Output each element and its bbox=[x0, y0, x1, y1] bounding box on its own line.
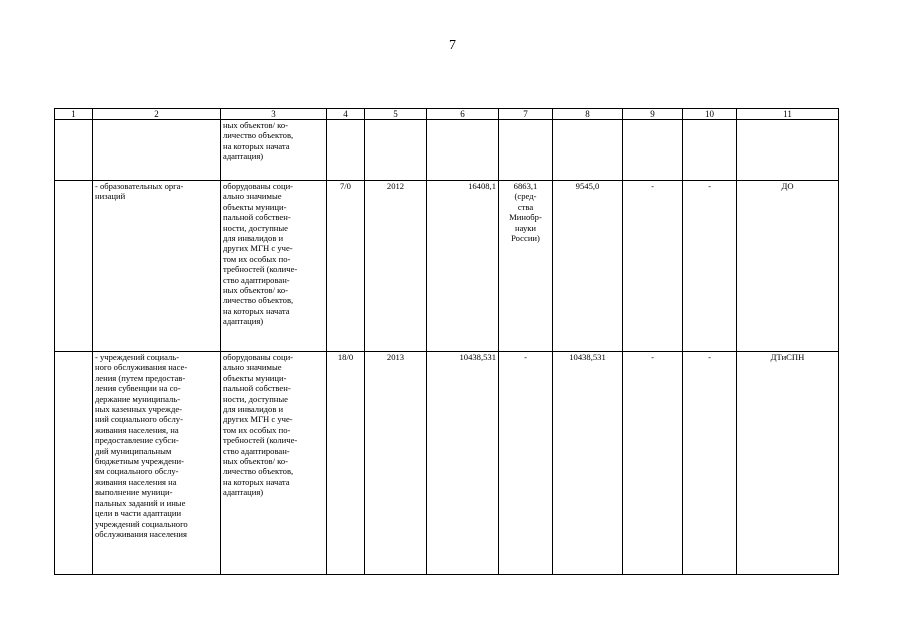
table-cell bbox=[683, 120, 737, 181]
amount-cell: - bbox=[683, 181, 737, 352]
column-header: 3 bbox=[221, 109, 327, 120]
year-cell: 2012 bbox=[365, 181, 427, 352]
activity-cell bbox=[93, 181, 221, 352]
column-header: 5 bbox=[365, 109, 427, 120]
column-header: 6 bbox=[427, 109, 499, 120]
table-cell bbox=[55, 352, 93, 575]
year-cell: 2013 bbox=[365, 352, 427, 575]
amount-cell: 10438,531 bbox=[553, 352, 623, 575]
column-header: 10 bbox=[683, 109, 737, 120]
column-number-row bbox=[55, 109, 839, 120]
table-cell bbox=[365, 120, 427, 181]
table-cell bbox=[427, 120, 499, 181]
amount-cell: 9545,0 bbox=[553, 181, 623, 352]
program-table bbox=[54, 108, 839, 575]
activity-text: - образовательных орга- низаций bbox=[95, 181, 184, 202]
value-cell: 7/0 bbox=[327, 181, 365, 352]
column-header: 11 bbox=[737, 109, 839, 120]
activity-cell bbox=[93, 352, 221, 575]
table-cell bbox=[499, 120, 553, 181]
table-cell bbox=[737, 120, 839, 181]
column-header: 7 bbox=[499, 109, 553, 120]
indicator-cell bbox=[221, 120, 327, 181]
column-header: 9 bbox=[623, 109, 683, 120]
amount-cell: - bbox=[683, 352, 737, 575]
table-cell bbox=[553, 120, 623, 181]
activity-text: - учреждений социаль- ного обслуживания насе- ления (путем предостав- ления субвенции на со- держание муниципаль- ных казенных учрежде- ний социального обслу- живания населения, на предоставление субси- дий муниципальным бюджетным учреждени- ям социального обслу- живания населения на выполнение муници- пальных заданий и иные цели в части адаптации учреждений социального обслуживания населения bbox=[95, 352, 188, 539]
value-cell: 18/0 bbox=[327, 352, 365, 575]
table-cell bbox=[55, 181, 93, 352]
column-header: 4 bbox=[327, 109, 365, 120]
indicator-text: оборудованы соци- ально значимые объекты муници- пальной собствен- ности, доступные для инвалидов и других МГН с уче- том их особых по- требностей (количе- ство адаптирован- ных объектов/ ко- личество объектов, на которых начата адаптация) bbox=[223, 181, 298, 327]
federal-cell: - bbox=[499, 352, 553, 575]
amount-cell: - bbox=[623, 181, 683, 352]
page-number: 7 bbox=[449, 38, 456, 53]
federal-text: 6863,1 (сред- ства Минобр- науки России) bbox=[509, 181, 542, 244]
total-cell: 10438,531 bbox=[427, 352, 499, 575]
indicator-cell bbox=[221, 181, 327, 352]
table-row bbox=[55, 120, 839, 181]
indicator-cell bbox=[221, 352, 327, 575]
table-cell bbox=[327, 120, 365, 181]
executor-cell: ДТиСПН bbox=[737, 352, 839, 575]
table-cell bbox=[623, 120, 683, 181]
indicator-text: оборудованы соци- ально значимые объекты муници- пальной собствен- ности, доступные для инвалидов и других МГН с уче- том их особых по- требностей (количе- ство адаптирован- ных объектов/ ко- личество объектов, на которых начата адаптация) bbox=[223, 352, 298, 498]
column-header: 1 bbox=[55, 109, 93, 120]
table-row bbox=[55, 181, 839, 352]
table-row bbox=[55, 352, 839, 575]
column-header: 8 bbox=[553, 109, 623, 120]
executor-cell: ДО bbox=[737, 181, 839, 352]
federal-cell bbox=[499, 181, 553, 352]
table-cell bbox=[55, 120, 93, 181]
total-cell: 16408,1 bbox=[427, 181, 499, 352]
table-cell bbox=[93, 120, 221, 181]
column-header: 2 bbox=[93, 109, 221, 120]
indicator-text: ных объектов/ ко- личество объектов, на которых начата адаптация) bbox=[223, 120, 294, 162]
amount-cell: - bbox=[623, 352, 683, 575]
